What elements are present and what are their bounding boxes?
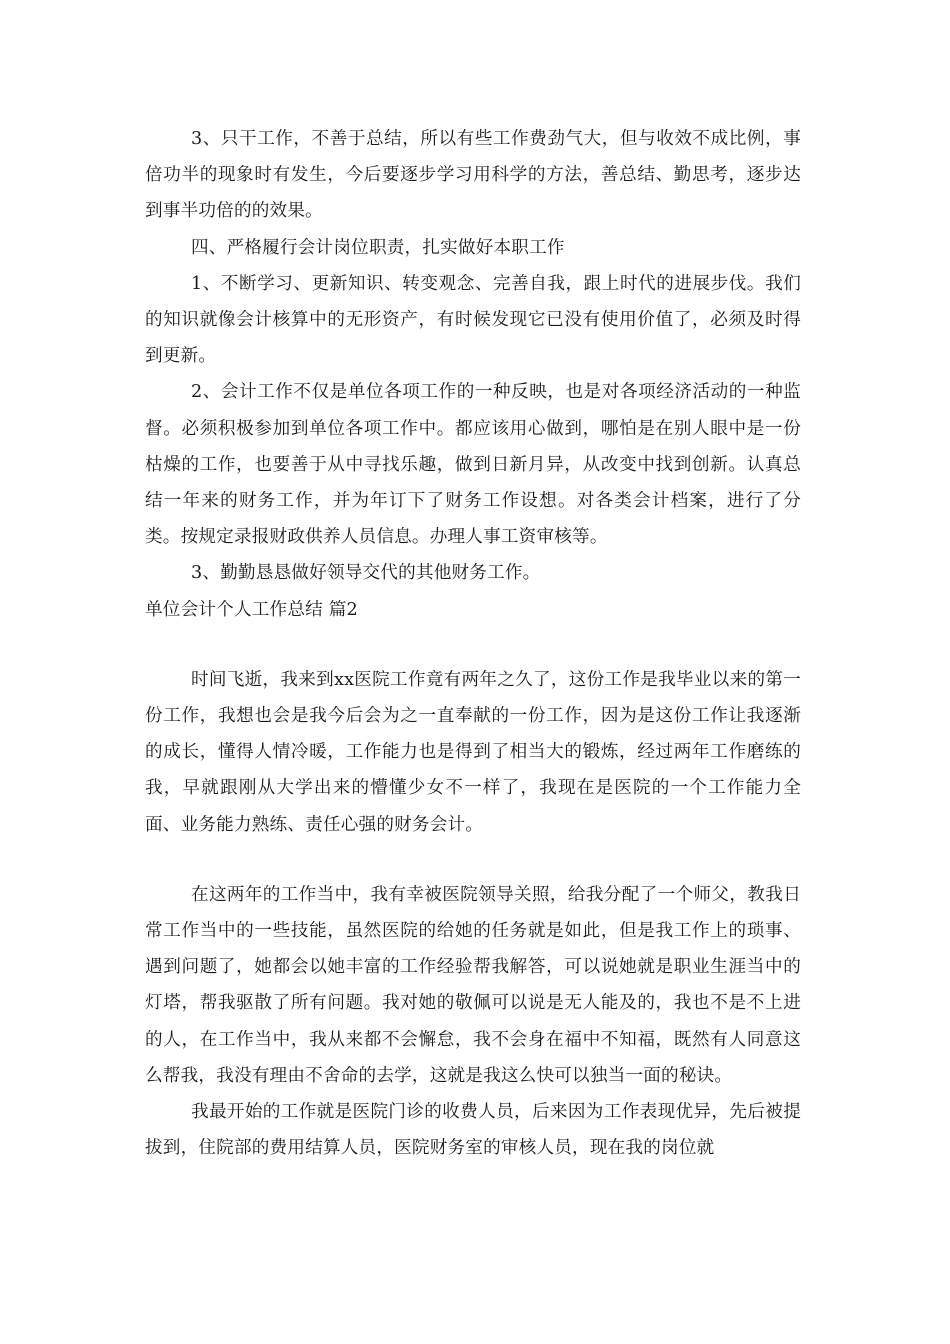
paragraph-mentor: 在这两年的工作当中，我有幸被医院领导关照，给我分配了一个师父，教我日常工作当中的一些技能，虽然医院的给她的任务就是如此，但是我工作上的琐事、遇到问题了，她都会以她丰富的工作经验帮我解答，可以说她就是职业生涯当中的灯塔，帮我驱散了所有问题。我对她的敬佩可以说是无人能及的，我也不是不上进的人，在工作当中，我从来都不会懈怠，我不会身在福中不知福，既然有人同意这么帮我，我没有理由不舍命的去学，这就是我这么快可以独当一面的秘诀。 — [145, 884, 801, 1086]
paragraph-career: 我最开始的工作就是医院门诊的收费人员，后来因为工作表现优异，先后被提拔到，住院部的费用结算人员，医院财务室的审核人员，现在我的岗位就 — [145, 1102, 801, 1159]
paragraph-intro: 时间飞逝，我来到xx医院工作竟有两年之久了，这份工作是我毕业以来的第一份工作，我想也会是我今后会为之一直奉献的一份工作，因为是这份工作让我逐渐的成长，懂得人情冷暖，工作能力也是得到了相当大的锻炼，经过两年工作磨练的我，早就跟刚从大学出来的懵懂少女不一样了，我现在是医院的一个工作能力全面、业务能力熟练、责任心强的财务会计。 — [145, 669, 801, 835]
section-heading-four: 四、严格履行会计岗位职责，扎实做好本职工作 — [191, 237, 565, 258]
article-title-part-2: 单位会计个人工作总结 篇2 — [145, 599, 358, 620]
paragraph-point-2: 2、会计工作不仅是单位各项工作的一种反映，也是对各项经济活动的一种监督。必须积极参加到单位各项工作中。都应该用心做到，哪怕是在别人眼中是一份枯燥的工作，也要善于从中寻找乐趣，做到日新月异，从改变中找到创新。认真总结一年来的财务工作，并为年订下了财务工作设想。对各类会计档案，进行了分类。按规定录报财政供养人员信息。办理人事工资审核等。 — [145, 382, 801, 548]
paragraph-point-1: 1、不断学习、更新知识、转变观念、完善自我，跟上时代的进展步伐。我们的知识就像会计核算中的无形资产，有时候发现它已没有使用价值了，必须及时得到更新。 — [145, 273, 801, 367]
blank-line — [145, 843, 801, 877]
paragraph-point-3: 3、勤勤恳恳做好领导交代的其他财务工作。 — [191, 563, 541, 584]
paragraph-summary-point-3: 3、只干工作，不善于总结，所以有些工作费劲气大，但与收效不成比例，事倍功半的现象时有发生，今后要逐步学习用科学的方法，善总结、勤思考，逐步达到事半功倍的的效果。 — [145, 129, 801, 222]
document-page — [145, 121, 801, 1166]
blank-line — [145, 628, 801, 662]
